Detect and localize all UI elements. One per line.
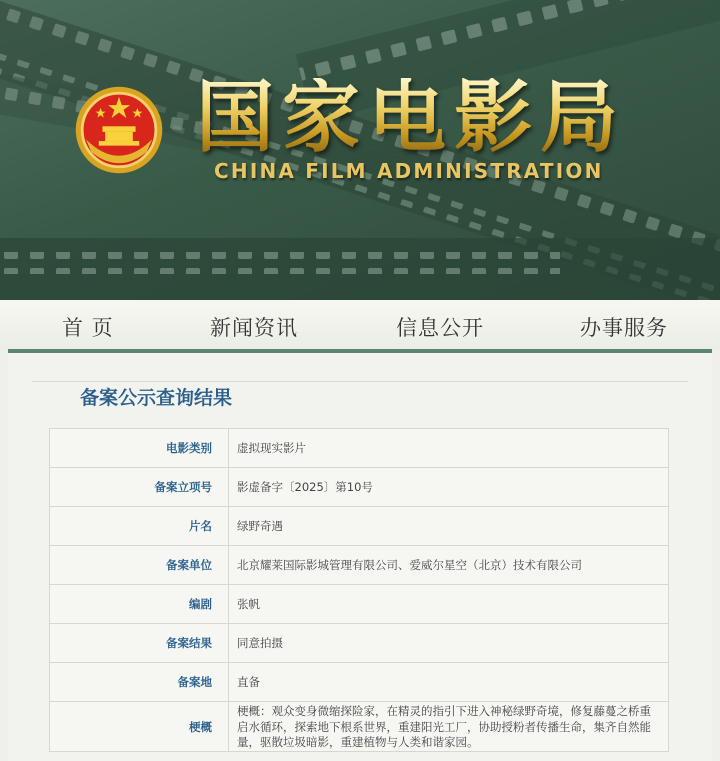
row-label: 编剧: [50, 585, 229, 624]
table-row: [50, 507, 669, 546]
nav-item-services[interactable]: 办事服务: [580, 316, 668, 340]
table-row: [50, 624, 669, 663]
record-table: [49, 428, 669, 752]
row-value: 影虚备字〔2025〕第10号: [229, 468, 669, 507]
row-value: 北京耀莱国际影城管理有限公司、爱威尔星空（北京）技术有限公司: [229, 546, 669, 585]
table-row: [50, 429, 669, 468]
site-title-cn: 国家电影局: [196, 78, 646, 158]
main-nav: [0, 300, 720, 350]
page-title: 备案公示查询结果: [80, 387, 233, 409]
row-label: 电影类别: [50, 429, 229, 468]
row-label: 备案结果: [50, 624, 229, 663]
site-title-en: CHINA FILM ADMINISTRATION: [214, 159, 604, 183]
table-row: [50, 546, 669, 585]
nav-item-news[interactable]: 新闻资讯: [210, 316, 298, 340]
nav-item-info[interactable]: 信息公开: [396, 316, 484, 340]
section-top-rule: [32, 381, 688, 382]
table-row: [50, 702, 669, 752]
table-row: [50, 468, 669, 507]
row-label: 备案立项号: [50, 468, 229, 507]
national-emblem-icon: [73, 84, 165, 176]
table-row: [50, 663, 669, 702]
row-value: 虚拟现实影片: [229, 429, 669, 468]
row-label: 片名: [50, 507, 229, 546]
row-label: 备案单位: [50, 546, 229, 585]
header-banner: [0, 0, 720, 300]
row-label: 备案地: [50, 663, 229, 702]
row-value: 绿野奇遇: [229, 507, 669, 546]
nav-item-home[interactable]: 首 页: [62, 316, 114, 340]
main-content: [8, 353, 712, 761]
table-row: [50, 585, 669, 624]
row-value: 张帆: [229, 585, 669, 624]
row-value: 同意拍摄: [229, 624, 669, 663]
row-value-summary: 梗概：观众变身微缩探险家，在精灵的指引下进入神秘绿野奇境，修复藤蔓之桥重启水循环，探索地下根系世界，重建阳光工厂，协助授粉者传播生命，集齐自然能量，驱散垃圾暗影，重建植物与人类和谐家园。: [229, 702, 669, 752]
row-label: 梗概: [50, 702, 229, 752]
row-value: 直备: [229, 663, 669, 702]
